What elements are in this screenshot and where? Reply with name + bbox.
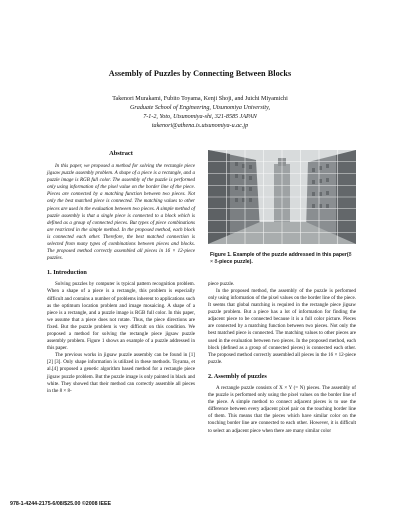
introduction-paragraph-2: The previous works in jigsaw puzzle assembly can be found in [1] [2] [3]. Only shape information is utilized in these methods. Toyama, et al.[4] proposed a genetic algorithm based method for a rectangle piece jigsaw puzzle problem. But the puzzle image is only painted in black and white. They showed that their method can correctly assemble all pieces in the 8 × 8- xyxy=(47,352,195,394)
continuation-text: piece puzzle. xyxy=(208,280,235,287)
puzzle-photo-icon xyxy=(208,150,356,244)
introduction-paragraph-1: Solving puzzles by computer is typical pattern recognition problem. When a shape of a piece is a rectangle, this problem is especially difficult and contains a number of problems inherent to applications such as the optimum location problem and image mosaicing. A shape of a piece is a rectangle, and a puzzle image is RGB full color. In this paper, we assume that a piece does not rotate. Thus, the piece directions are fixed. But the puzzle problem is very difficult on this condition. We proposed a method for solving the rectangle piece jigsaw puzzle assembly problem. Figure 1 shows an example of a puzzle addressed in this paper. xyxy=(47,281,195,352)
section-2-paragraph-1: A rectangle puzzle consists of X × Y (= N) pieces. The assembly of the puzzle is performed only using the pixel values on the border line of the piece. A simple method to connect adjacent pieces is to use the difference between every adjacent pixel pair on the touching border line of them. This means that the pieces which have similar color on the touching border line are connected to each other. However, it is difficult to select an adjacent piece when there are many similar color xyxy=(208,384,356,434)
figure-1-caption xyxy=(210,252,354,267)
right-paragraph-1: In the proposed method, the assembly of the puzzle is performed only using information of the pixel values on the border line of the piece. It seems that global matching is required in the rectangle piece jigsaw puzzle problem. But a piece has a lot of information for finding the adjacent piece to be connected because it is a full color picture. Pieces are connected by a matching function between two pieces. Not only the best matched piece is connected. The matching values to other pieces are used in the evaluation between two pieces. In the proposed method, each block (defined as a group of connected pieces) is connected each other. The proposed method correctly assembled all pieces in the 16 × 12-piece puzzle. xyxy=(208,287,356,365)
right-column xyxy=(208,150,356,435)
caption-dims: 8 × 8 xyxy=(210,252,352,266)
email: takenori@athena.is.utsunomiya-u.ac.jp xyxy=(151,122,249,129)
caption-end: -piece puzzle). xyxy=(217,259,253,266)
abstract-heading: Abstract xyxy=(109,150,133,157)
author-block xyxy=(60,95,340,131)
authors: Takenori Murakami, Fubito Toyama, Kenji Shoji, and Juichi Miyamichi xyxy=(112,96,288,102)
caption-label: Figure 1. Example of the puzzle addressed in this paper( xyxy=(210,252,349,258)
copyright-footer: 978-1-4244-2175-6/08/$25.00 ©2008 IEEE xyxy=(10,501,112,507)
address: 7-1-2, Yoto, Utsunomiya-shi, 321-8585 JAPAN xyxy=(143,113,257,120)
affiliation: Graduate School of Engineering, Utsunomiya University, xyxy=(130,104,270,111)
left-column xyxy=(47,150,195,395)
paper-title: Assembly of Puzzles by Connecting Between Blocks xyxy=(108,69,292,78)
abstract-text: In this paper, we proposed a method for solving the rectangle piece jigsaw puzzle assembly problem. A shape of a piece is a rectangle, and a puzzle image is RGB full color. The assembly of the puzzle is performed only using information of the pixel value on the border line of the piece. Pieces are connected by a matching function between two pieces. Not only the best matched piece is connected. The matching values to other pieces are used in the evaluation between two pieces. A simple method of puzzle assembly is that a single piece is connected to a block which is defined as a group of connected pieces. But types of piece combinations are restricted in the simple method. In the proposed method, each block is connected each other. Therefore, the best matched connection is selected from many types of combinations between pieces and blocks. The proposed method correctly assembled all pieces in 16 × 12-piece puzzles. xyxy=(47,163,195,262)
figure-1-image xyxy=(208,150,356,244)
introduction-heading: 1. Introduction xyxy=(47,269,87,277)
section-2-heading: 2. Assembly of puzzles xyxy=(208,372,267,380)
